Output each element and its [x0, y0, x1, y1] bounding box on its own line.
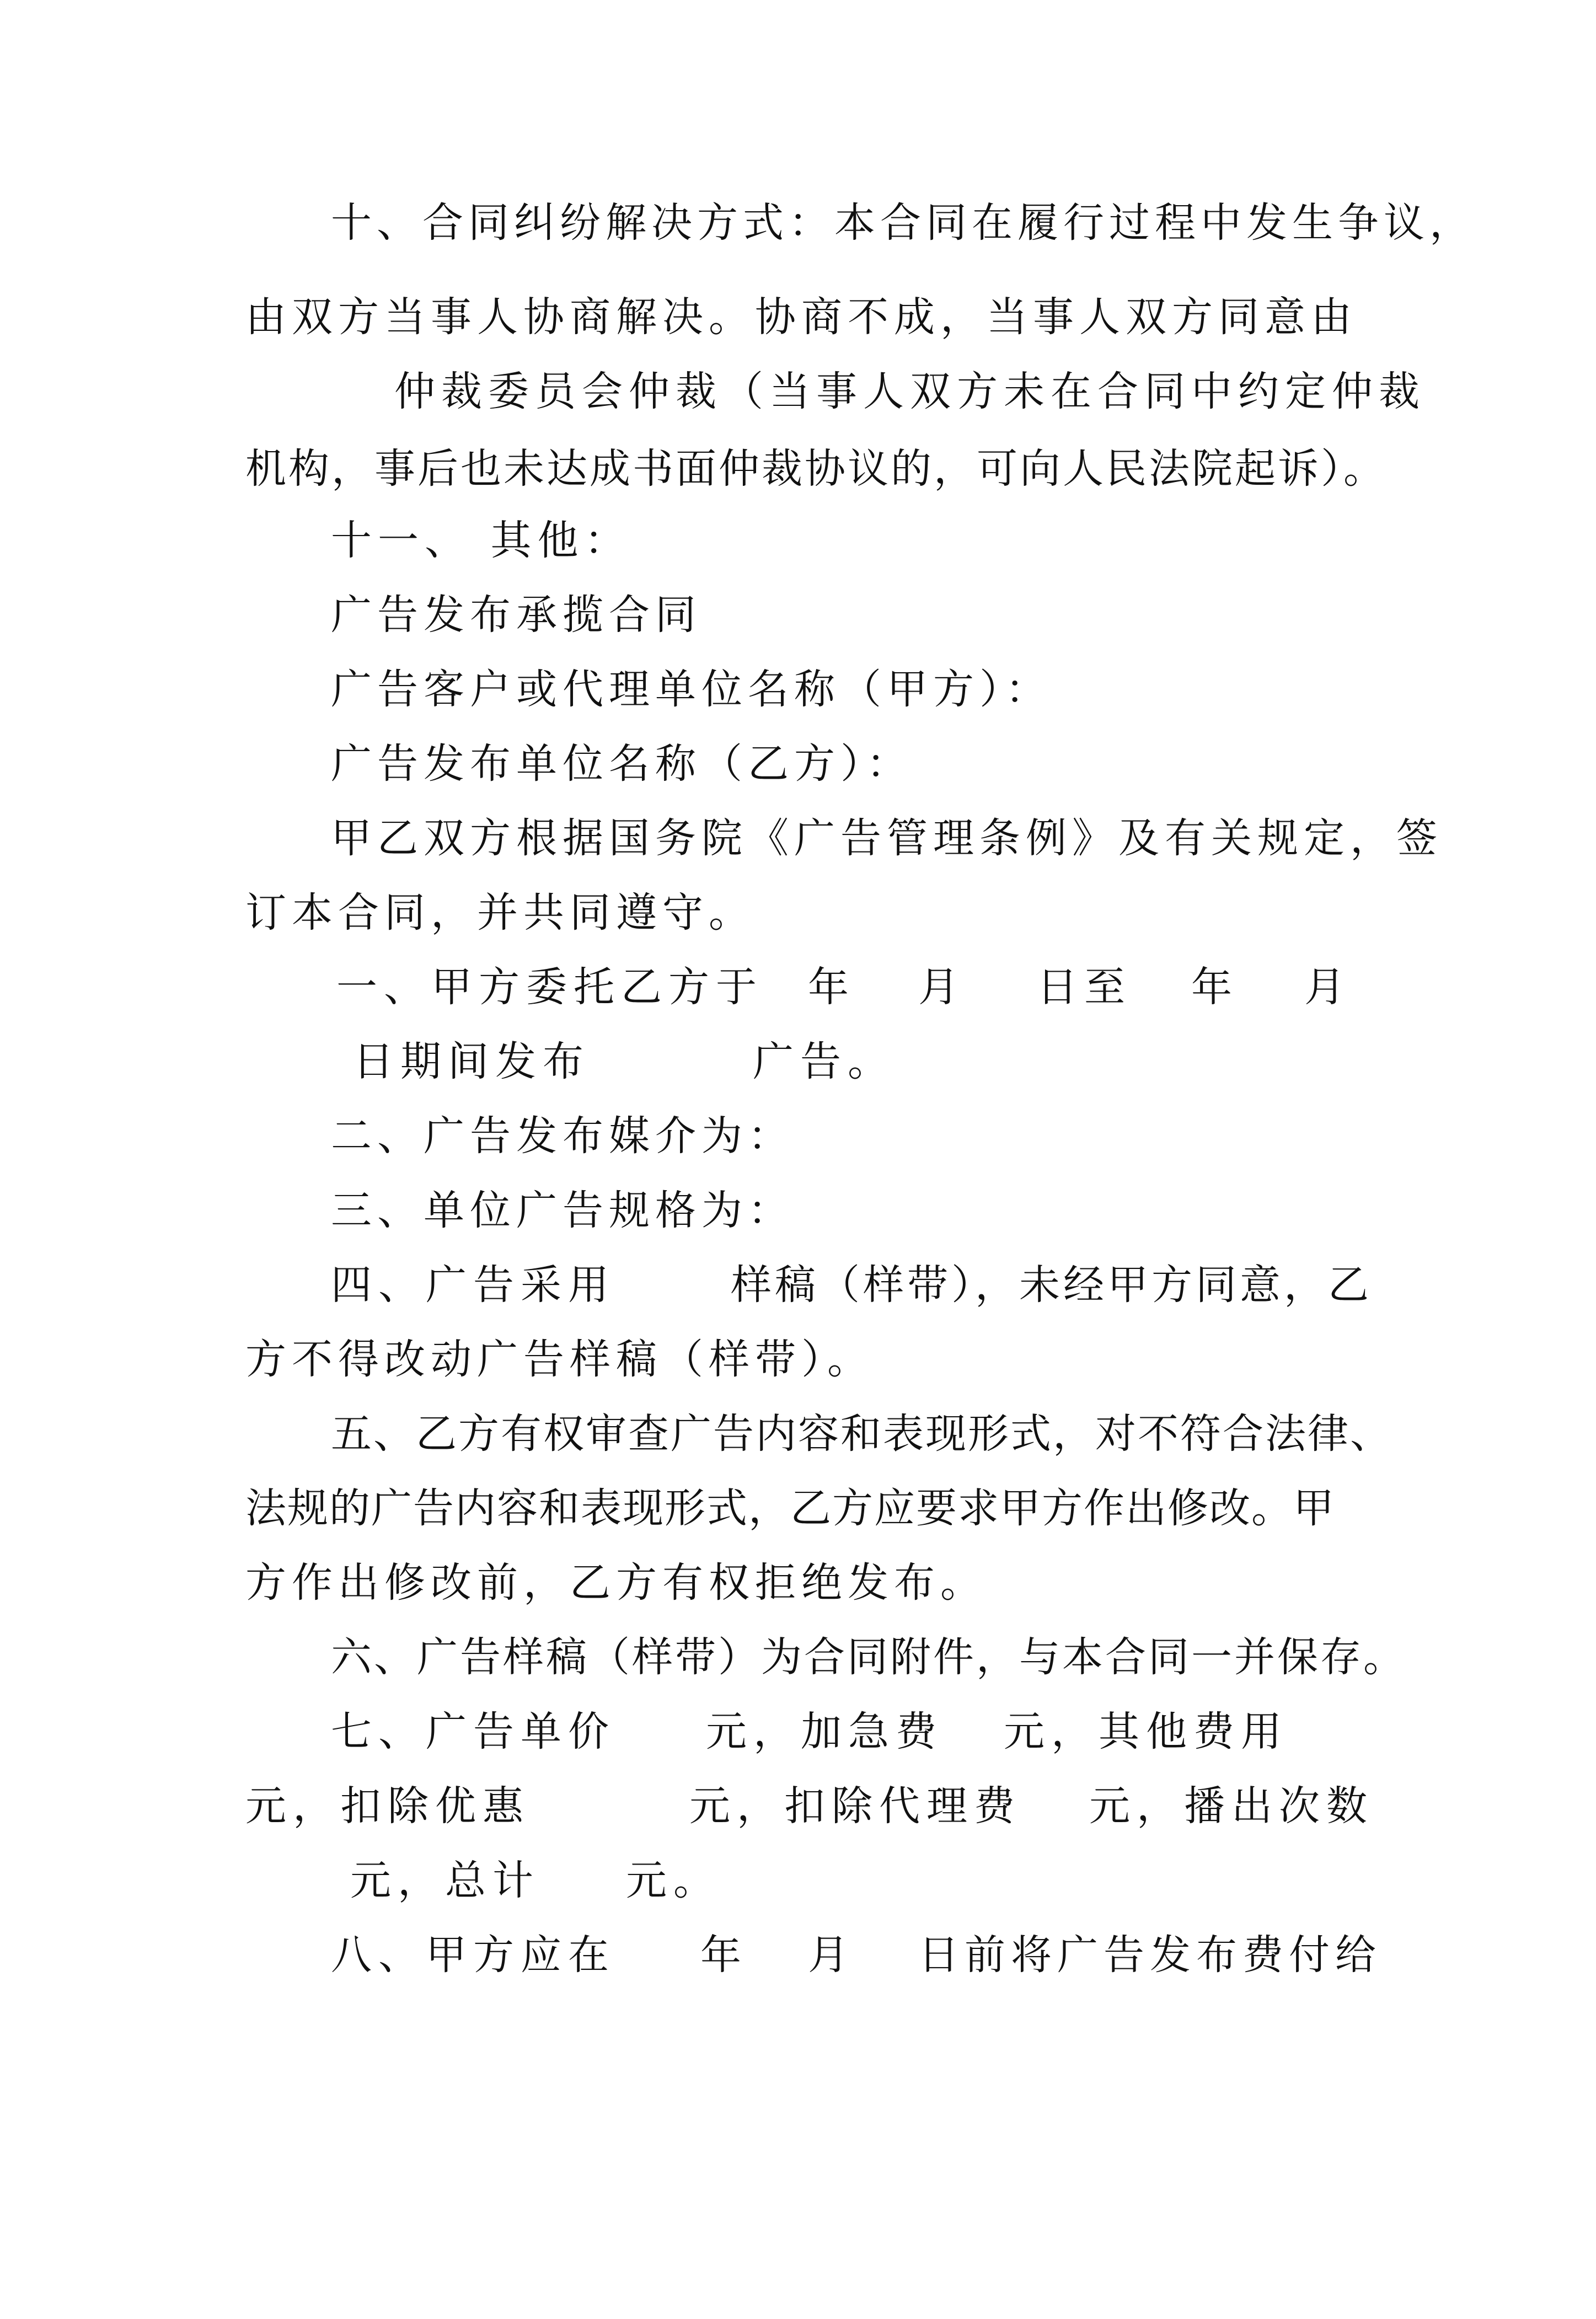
text-line: 二、广告发布媒介为：	[331, 1112, 794, 1160]
text-line: 月	[1304, 963, 1352, 1011]
text-line: 年	[700, 1931, 748, 1979]
text-line: 年	[1191, 963, 1239, 1011]
text-line: 机构，事后也未达成书面仲裁协议的，可向人民法院起诉）。	[245, 445, 1386, 492]
text-line: 六、广告样稿（样带）为合同附件，与本合同一并保存。	[331, 1634, 1406, 1681]
text-line: 广告客户或代理单位名称（甲方）：	[331, 666, 1052, 713]
clause-7-line-2	[0, 1773, 1596, 1839]
text-line: 方作出修改前，乙方有权拒绝发布。	[245, 1559, 987, 1606]
clause-3	[0, 1177, 1596, 1244]
text-line: 元，扣除优惠	[245, 1782, 530, 1830]
text-line: 三、单位广告规格为：	[331, 1187, 794, 1234]
clause-4-line-1	[0, 1252, 1596, 1318]
text-line: 元，扣除代理费	[689, 1782, 1021, 1830]
text-line: 四、广告采用	[331, 1261, 615, 1309]
clause-4-line-2	[0, 1326, 1596, 1393]
text-line: 五、乙方有权审查广告内容和表现形式，对不符合法律、	[331, 1410, 1393, 1458]
preamble-line-2	[0, 880, 1596, 946]
clause-7-line-1	[0, 1699, 1596, 1765]
text-line: 日至	[1037, 963, 1132, 1011]
party-a-name	[0, 656, 1596, 722]
text-line: 日期间发布	[353, 1038, 590, 1085]
text-line: 年	[808, 963, 855, 1011]
text-line: 元，加急费	[706, 1708, 943, 1755]
clause-10-line-1	[0, 190, 1596, 256]
clause-2	[0, 1103, 1596, 1169]
contract-title	[0, 582, 1596, 648]
clause-7-line-3	[0, 1847, 1596, 1914]
text-line: 由双方当事人协商解决。协商不成，当事人双方同意由	[245, 293, 1357, 341]
text-line: 一、甲方委托乙方于	[336, 963, 763, 1011]
text-line: 广告发布承揽合同	[331, 591, 701, 639]
text-line: 样稿（样带），未经甲方同意，乙	[731, 1261, 1372, 1309]
party-b-name	[0, 731, 1596, 797]
text-line: 元，播出次数	[1089, 1782, 1374, 1830]
text-line: 元，其他费用	[1004, 1708, 1288, 1755]
text-line: 仲裁委员会仲裁（当事人双方未在合同中约定仲裁	[394, 368, 1426, 415]
text-line: 月	[918, 963, 966, 1011]
text-line: 订本合同，并共同遵守。	[245, 889, 755, 936]
text-line: 十一、 其他：	[331, 517, 631, 564]
clause-11-title	[0, 507, 1596, 574]
text-line: 元。	[626, 1857, 721, 1904]
clause-10-line-3	[0, 358, 1596, 425]
text-line: 甲乙双方根据国务院《广告管理条例》及有关规定，签	[331, 815, 1443, 862]
clause-1-line-2	[0, 1029, 1596, 1095]
text-line: 日前将广告发布费付给	[918, 1931, 1381, 1979]
clause-10-line-2	[0, 284, 1596, 350]
text-line: 月	[808, 1931, 855, 1979]
text-line: 广告发布单位名称（乙方）：	[331, 740, 913, 788]
text-line: 十、合同纠纷解决方式：本合同在履行过程中发生争议，	[331, 199, 1475, 247]
clause-5-line-2	[0, 1475, 1596, 1541]
clause-6	[0, 1624, 1596, 1690]
clause-10-line-4	[0, 436, 1596, 502]
clause-8-line-1	[0, 1922, 1596, 1988]
text-line: 法规的广告内容和表现形式，乙方应要求甲方作出修改。甲	[245, 1485, 1335, 1532]
text-line: 七、广告单价	[331, 1708, 615, 1755]
text-line: 方不得改动广告样稿（样带）。	[245, 1336, 874, 1383]
clause-1-line-1	[0, 954, 1596, 1020]
text-line: 元，总计	[350, 1857, 540, 1904]
clause-5-line-3	[0, 1550, 1596, 1616]
text-line: 广告。	[753, 1038, 895, 1085]
clause-5-line-1	[0, 1401, 1596, 1467]
text-line: 八、甲方应在	[331, 1931, 615, 1979]
preamble-line-1	[0, 805, 1596, 871]
